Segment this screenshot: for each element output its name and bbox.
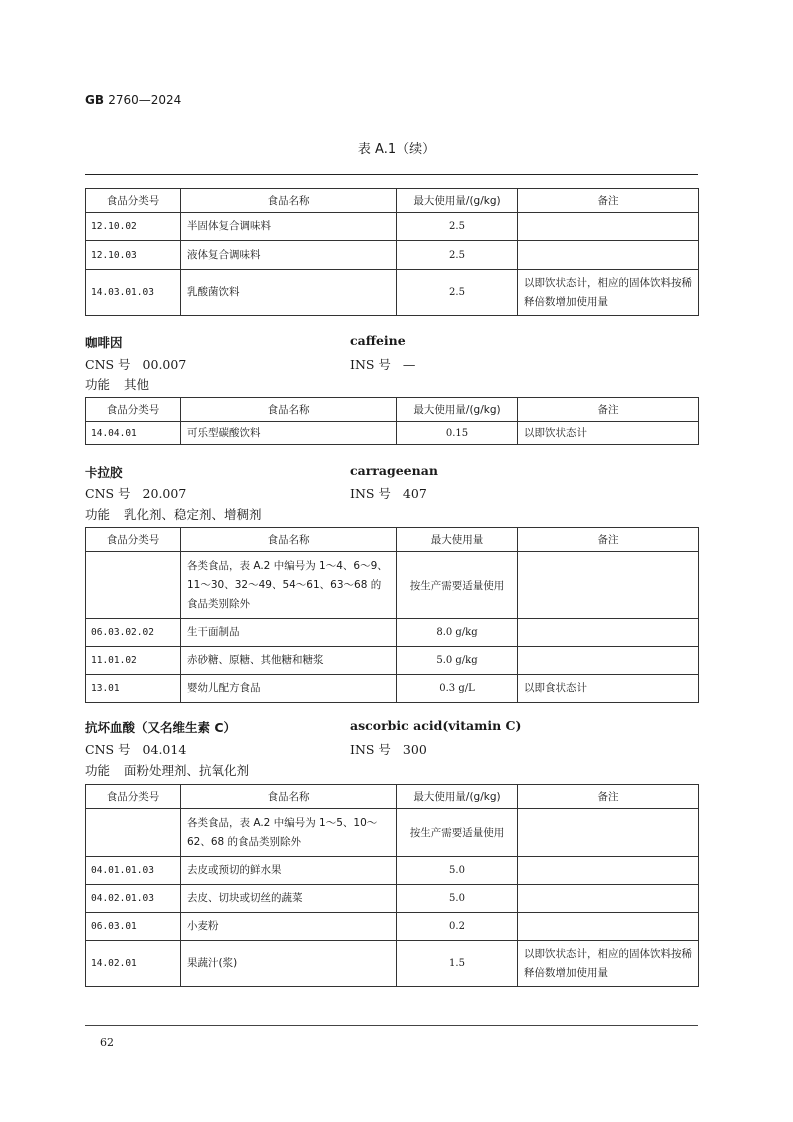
cell-code: 06.03.01 (86, 913, 181, 941)
cell-name: 半固体复合调味料 (181, 213, 397, 241)
additive-cns (85, 740, 186, 758)
page-number: 62 (100, 1036, 114, 1049)
cell-note (518, 913, 699, 941)
cell-value: 5.0 (397, 857, 518, 885)
header-name: 食品名称 (181, 189, 397, 213)
header-max: 最大使用量/(g/kg) (397, 189, 518, 213)
header-max: 最大使用量/(g/kg) (397, 398, 518, 422)
cell-code: 06.03.02.02 (86, 619, 181, 647)
cell-name: 各类食品，表 A.2 中编号为 1～5、10～62、68 的食品类别除外 (181, 809, 397, 857)
standard-code (85, 93, 181, 107)
cell-note (518, 857, 699, 885)
cell-name: 去皮、切块或切丝的蔬菜 (181, 885, 397, 913)
standard-number: 2760—2024 (108, 93, 182, 107)
cell-name: 可乐型碳酸饮料 (181, 422, 397, 445)
additive-cns (85, 355, 186, 373)
cell-value: 0.2 (397, 913, 518, 941)
table-row (86, 809, 699, 857)
table-row (86, 857, 699, 885)
cell-note: 以即饮状态计，相应的固体饮料按稀释倍数增加使用量 (518, 941, 699, 987)
cell-value: 2.5 (397, 213, 518, 241)
cell-name: 去皮或预切的鲜水果 (181, 857, 397, 885)
cell-name: 小麦粉 (181, 913, 397, 941)
cell-note (518, 647, 699, 675)
table-row (86, 647, 699, 675)
header-max: 最大使用量 (397, 528, 518, 552)
cns-label: CNS 号 (85, 486, 131, 501)
cell-value: 0.3 g/L (397, 675, 518, 703)
cns-label: CNS 号 (85, 742, 131, 757)
additive-ins (350, 355, 415, 373)
table-row (86, 241, 699, 270)
ins-value: 407 (402, 486, 427, 501)
header-code: 食品分类号 (86, 189, 181, 213)
header-name: 食品名称 (181, 398, 397, 422)
table-carrageenan (85, 527, 699, 703)
function-value: 乳化剂、稳定剂、增稠剂 (124, 507, 262, 522)
ins-label: INS 号 (350, 357, 391, 372)
cns-label: CNS 号 (85, 357, 131, 372)
cell-note (518, 552, 699, 619)
cell-value: 2.5 (397, 241, 518, 270)
table-row (86, 619, 699, 647)
cns-value: 20.007 (142, 486, 187, 501)
table-row (86, 270, 699, 316)
header-note: 备注 (518, 528, 699, 552)
cell-code: 04.02.01.03 (86, 885, 181, 913)
cell-code: 04.01.01.03 (86, 857, 181, 885)
table-row (86, 885, 699, 913)
cell-code: 11.01.02 (86, 647, 181, 675)
function-value: 其他 (124, 377, 150, 392)
additive-en-name: carrageenan (350, 463, 438, 478)
cell-note (518, 241, 699, 270)
table-title: 表 A.1（续） (357, 142, 436, 157)
cell-code: 14.03.01.03 (86, 270, 181, 316)
footer-rule (85, 1025, 698, 1026)
additive-cn-name: 卡拉胶 (85, 465, 123, 480)
table-row (86, 422, 699, 445)
header-note: 备注 (518, 785, 699, 809)
cell-code (86, 552, 181, 619)
cell-value: 5.0 (397, 885, 518, 913)
additive-cn-name: 咖啡因 (85, 335, 123, 350)
ins-label: INS 号 (350, 486, 391, 501)
header-name: 食品名称 (181, 785, 397, 809)
cell-value: 2.5 (397, 270, 518, 316)
cell-value: 8.0 g/kg (397, 619, 518, 647)
cell-code: 14.02.01 (86, 941, 181, 987)
cell-code: 12.10.03 (86, 241, 181, 270)
cell-code: 13.01 (86, 675, 181, 703)
cell-value: 0.15 (397, 422, 518, 445)
header-code: 食品分类号 (86, 785, 181, 809)
additive-en-name: ascorbic acid(vitamin C) (350, 718, 522, 733)
cell-note (518, 809, 699, 857)
header-code: 食品分类号 (86, 398, 181, 422)
ins-label: INS 号 (350, 742, 391, 757)
table-top-rule (85, 174, 698, 175)
table-row (86, 941, 699, 987)
additive-function (85, 375, 149, 393)
header-note: 备注 (518, 189, 699, 213)
additive-ins (350, 740, 427, 758)
header-code: 食品分类号 (86, 528, 181, 552)
cell-code: 14.04.01 (86, 422, 181, 445)
header-name: 食品名称 (181, 528, 397, 552)
additive-ins (350, 484, 427, 502)
cell-note (518, 885, 699, 913)
cell-value: 1.5 (397, 941, 518, 987)
table-row (86, 213, 699, 241)
cell-value: 按生产需要适量使用 (397, 809, 518, 857)
cell-note: 以即饮状态计，相应的固体饮料按稀释倍数增加使用量 (518, 270, 699, 316)
cns-value: 00.007 (142, 357, 187, 372)
cell-note (518, 619, 699, 647)
additive-function (85, 761, 249, 779)
cell-name: 液体复合调味料 (181, 241, 397, 270)
table-row (86, 913, 699, 941)
header-note: 备注 (518, 398, 699, 422)
additive-en-name: caffeine (350, 333, 406, 348)
ins-value: 300 (402, 742, 427, 757)
cell-note: 以即食状态计 (518, 675, 699, 703)
cell-note: 以即饮状态计 (518, 422, 699, 445)
standard-prefix: GB (85, 93, 104, 107)
table-row (86, 675, 699, 703)
additive-cn-name: 抗坏血酸（又名维生素 C） (85, 720, 237, 735)
additive-cns (85, 484, 186, 502)
cell-name: 各类食品，表 A.2 中编号为 1～4、6～9、11～30、32～49、54～61、63～68 的食品类别除外 (181, 552, 397, 619)
function-label: 功能 (85, 507, 111, 522)
function-label: 功能 (85, 377, 111, 392)
ins-value: — (402, 357, 416, 372)
cell-name: 婴幼儿配方食品 (181, 675, 397, 703)
function-value: 面粉处理剂、抗氧化剂 (124, 763, 250, 778)
additive-function (85, 505, 262, 523)
table-row (86, 552, 699, 619)
header-max: 最大使用量/(g/kg) (397, 785, 518, 809)
cell-note (518, 213, 699, 241)
table-ascorbic-acid (85, 784, 699, 987)
function-label: 功能 (85, 763, 111, 778)
cell-code (86, 809, 181, 857)
cell-name: 生干面制品 (181, 619, 397, 647)
table-continued (85, 188, 699, 316)
cell-value: 5.0 g/kg (397, 647, 518, 675)
cell-name: 赤砂糖、原糖、其他糖和糖浆 (181, 647, 397, 675)
cell-value: 按生产需要适量使用 (397, 552, 518, 619)
cell-name: 果蔬汁(浆) (181, 941, 397, 987)
cell-name: 乳酸菌饮料 (181, 270, 397, 316)
table-caffeine (85, 397, 699, 445)
cns-value: 04.014 (142, 742, 187, 757)
cell-code: 12.10.02 (86, 213, 181, 241)
